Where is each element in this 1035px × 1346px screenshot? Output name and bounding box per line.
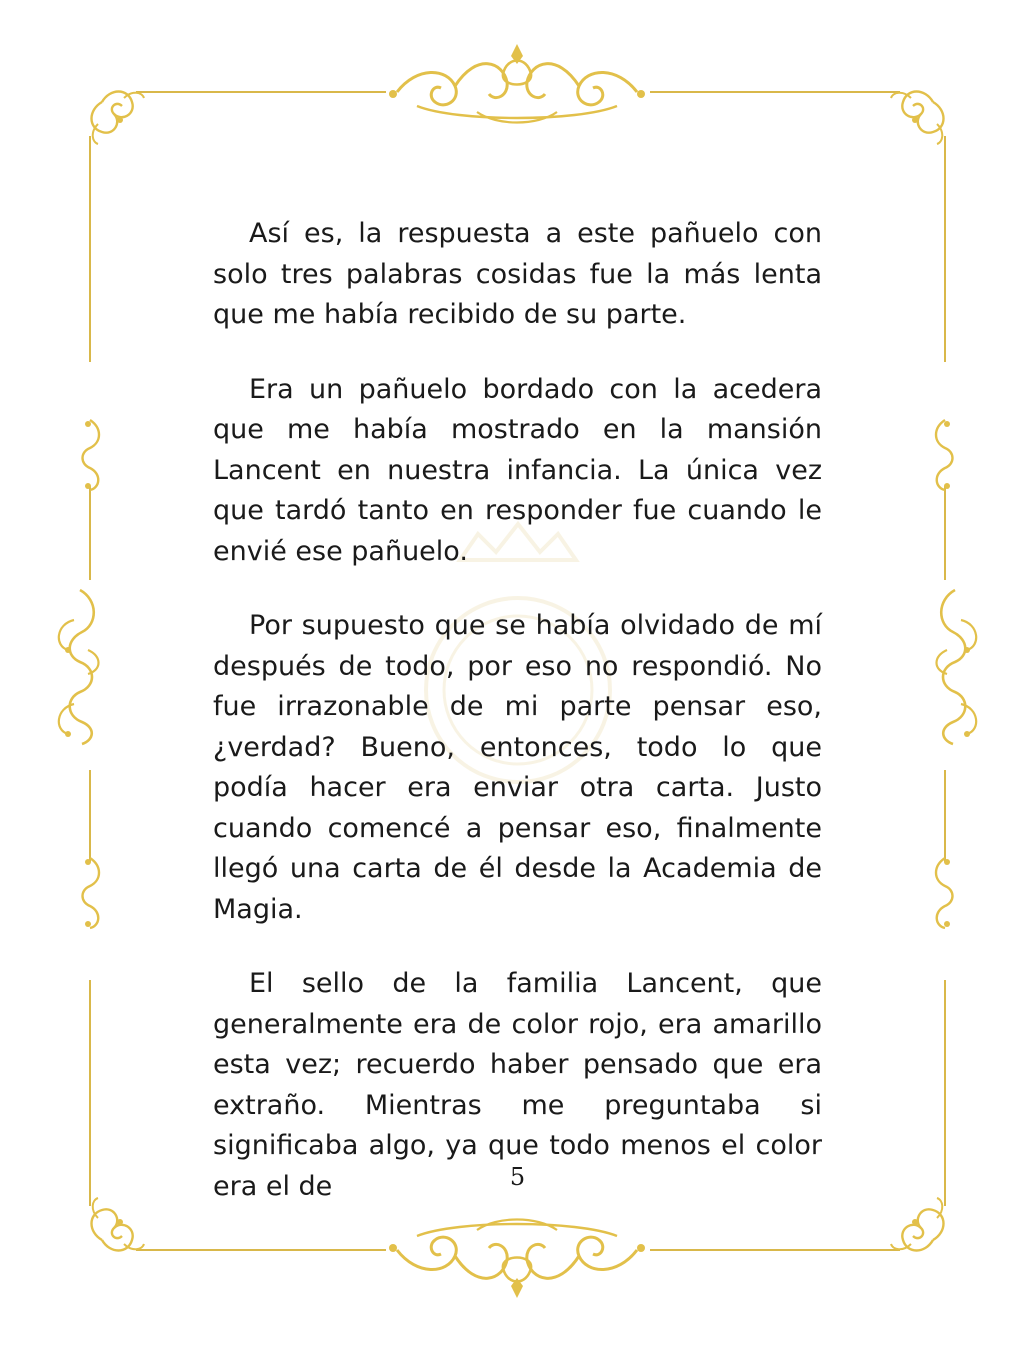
page-number: 5: [509, 1163, 526, 1191]
paragraph-4: El sello de la familia Lancent, que generalmente era de color rojo, era amarillo esta vez; recuerdo haber pensado que era extraño. Mientras me preguntaba si significaba algo, ya que todo menos el color era el de: [213, 968, 822, 1202]
left-lower-scroll-icon: [83, 858, 100, 928]
bottom-center-ornament-icon: [389, 1220, 645, 1299]
left-center-scroll-icon: [59, 590, 99, 744]
left-upper-scroll-icon: [83, 420, 100, 490]
paragraph-3: Por supuesto que se había olvidado de mí después de todo, por eso no respondió. No fue irrazonable de mi parte pensar eso, ¿verdad? Bueno, entonces, todo lo que podía hacer era enviar otra carta. Justo cuando comencé a pensar eso, finalmente llegó una carta de él desde la Academia de Magia.: [213, 610, 822, 925]
corner-flourish-bottom-right-icon: [891, 1198, 944, 1251]
corner-flourish-top-left-icon: [92, 92, 145, 145]
right-lower-scroll-icon: [936, 858, 953, 928]
paragraph-2: Era un pañuelo bordado con la acedera que me había mostrado en la mansión Lancent en nuestra infancia. La única vez que tardó tanto en responder fue cuando le envié ese pañuelo.: [213, 373, 822, 567]
corner-flourish-top-right-icon: [891, 92, 944, 145]
paragraph-1: Así es, la respuesta a este pañuelo con solo tres palabras cosidas fue la más lenta que me había recibido de su parte.: [213, 218, 822, 330]
corner-flourish-bottom-left-icon: [92, 1198, 145, 1251]
right-center-scroll-icon: [937, 590, 977, 744]
right-upper-scroll-icon: [936, 420, 953, 490]
body-text: [213, 214, 822, 1207]
top-center-ornament-icon: [389, 44, 645, 123]
